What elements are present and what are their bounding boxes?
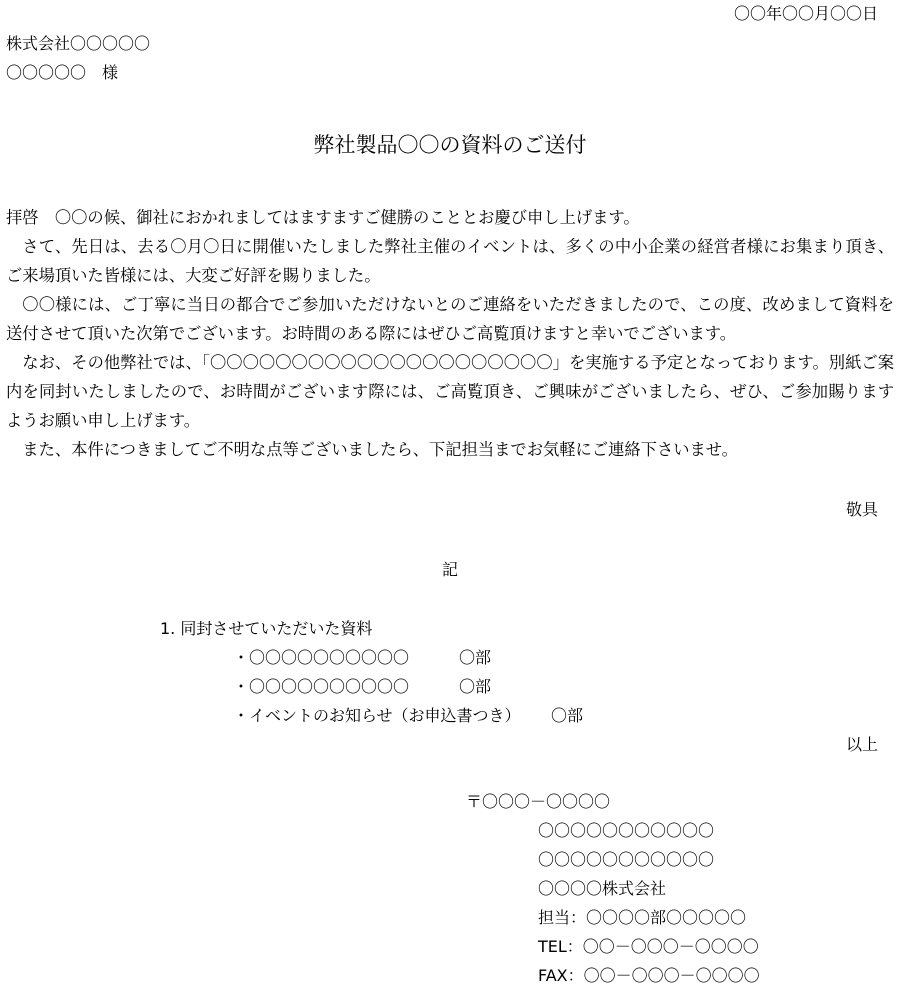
- closing-ijou: 以上: [845, 735, 878, 754]
- enclosure-item-name: ・イベントのお知らせ（お申込書つき）: [233, 706, 521, 725]
- recipient-name: 〇〇〇〇〇 様: [6, 63, 119, 82]
- letter-body: [6, 203, 894, 464]
- enclosure-item-qty: 〇部: [459, 648, 492, 667]
- sender-contact-person: 担当：〇〇〇〇部〇〇〇〇〇: [538, 908, 747, 927]
- letter-title: 弊社製品〇〇の資料のご送付: [313, 133, 587, 157]
- recipient-company: 株式会社〇〇〇〇〇: [6, 34, 151, 53]
- body-paragraph-greeting: 拝啓 〇〇の候、御社におかれましてはますますご健勝のこととお慶び申し上げます。: [6, 208, 640, 227]
- closing-keigu: 敬具: [845, 500, 878, 519]
- sender-postal-code: 〒〇〇〇－〇〇〇〇: [466, 792, 611, 811]
- letter-date: 〇〇年〇〇月〇〇日: [733, 4, 878, 23]
- body-paragraph-materials: 〇〇様には、ご丁寧に当日の都合でご参加いただけないとのご連絡をいただきましたので、この度、改めまして資料を送付させて頂いた次第でございます。お時間のある際にはぜひご高覧頂けますと幸いでございます。: [6, 295, 894, 343]
- body-paragraph-event: さて、先日は、去る〇月〇日に開催いたしました弊社主催のイベントは、多くの中小企業の経営者様にお集まり頂き、ご来場頂いた皆様には、大変ご好評を賜りました。: [6, 237, 894, 285]
- ki-heading: 記: [441, 560, 458, 579]
- sender-company: 〇〇〇〇株式会社: [538, 879, 667, 898]
- sender-address-line: 〇〇〇〇〇〇〇〇〇〇〇: [538, 821, 715, 840]
- sender-fax: FAX：〇〇－〇〇〇－〇〇〇〇: [538, 966, 760, 985]
- sender-address-line: 〇〇〇〇〇〇〇〇〇〇〇: [538, 850, 715, 869]
- enclosure-item-qty: 〇部: [459, 677, 492, 696]
- enclosures-heading: 1. 同封させていただいた資料: [160, 619, 373, 638]
- enclosure-item-name: ・〇〇〇〇〇〇〇〇〇〇: [233, 677, 410, 696]
- body-paragraph-invitation: なお、その他弊社では、「〇〇〇〇〇〇〇〇〇〇〇〇〇〇〇〇〇〇〇〇〇」を実施する予定となっております。別紙ご案内を同封いたしましたので、お時間がございます際には、ご高覧頂き、ご興味がございましたら、ぜひ、ご参加賜りますようお願い申し上げます。: [6, 353, 894, 430]
- sender-tel: TEL：〇〇－〇〇〇－〇〇〇〇: [538, 937, 759, 956]
- body-paragraph-contact: また、本件につきましてご不明な点等ございましたら、下記担当までお気軽にご連絡下さいませ。: [22, 440, 738, 459]
- enclosure-item-name: ・〇〇〇〇〇〇〇〇〇〇: [233, 648, 410, 667]
- enclosure-item-qty: 〇部: [551, 706, 584, 725]
